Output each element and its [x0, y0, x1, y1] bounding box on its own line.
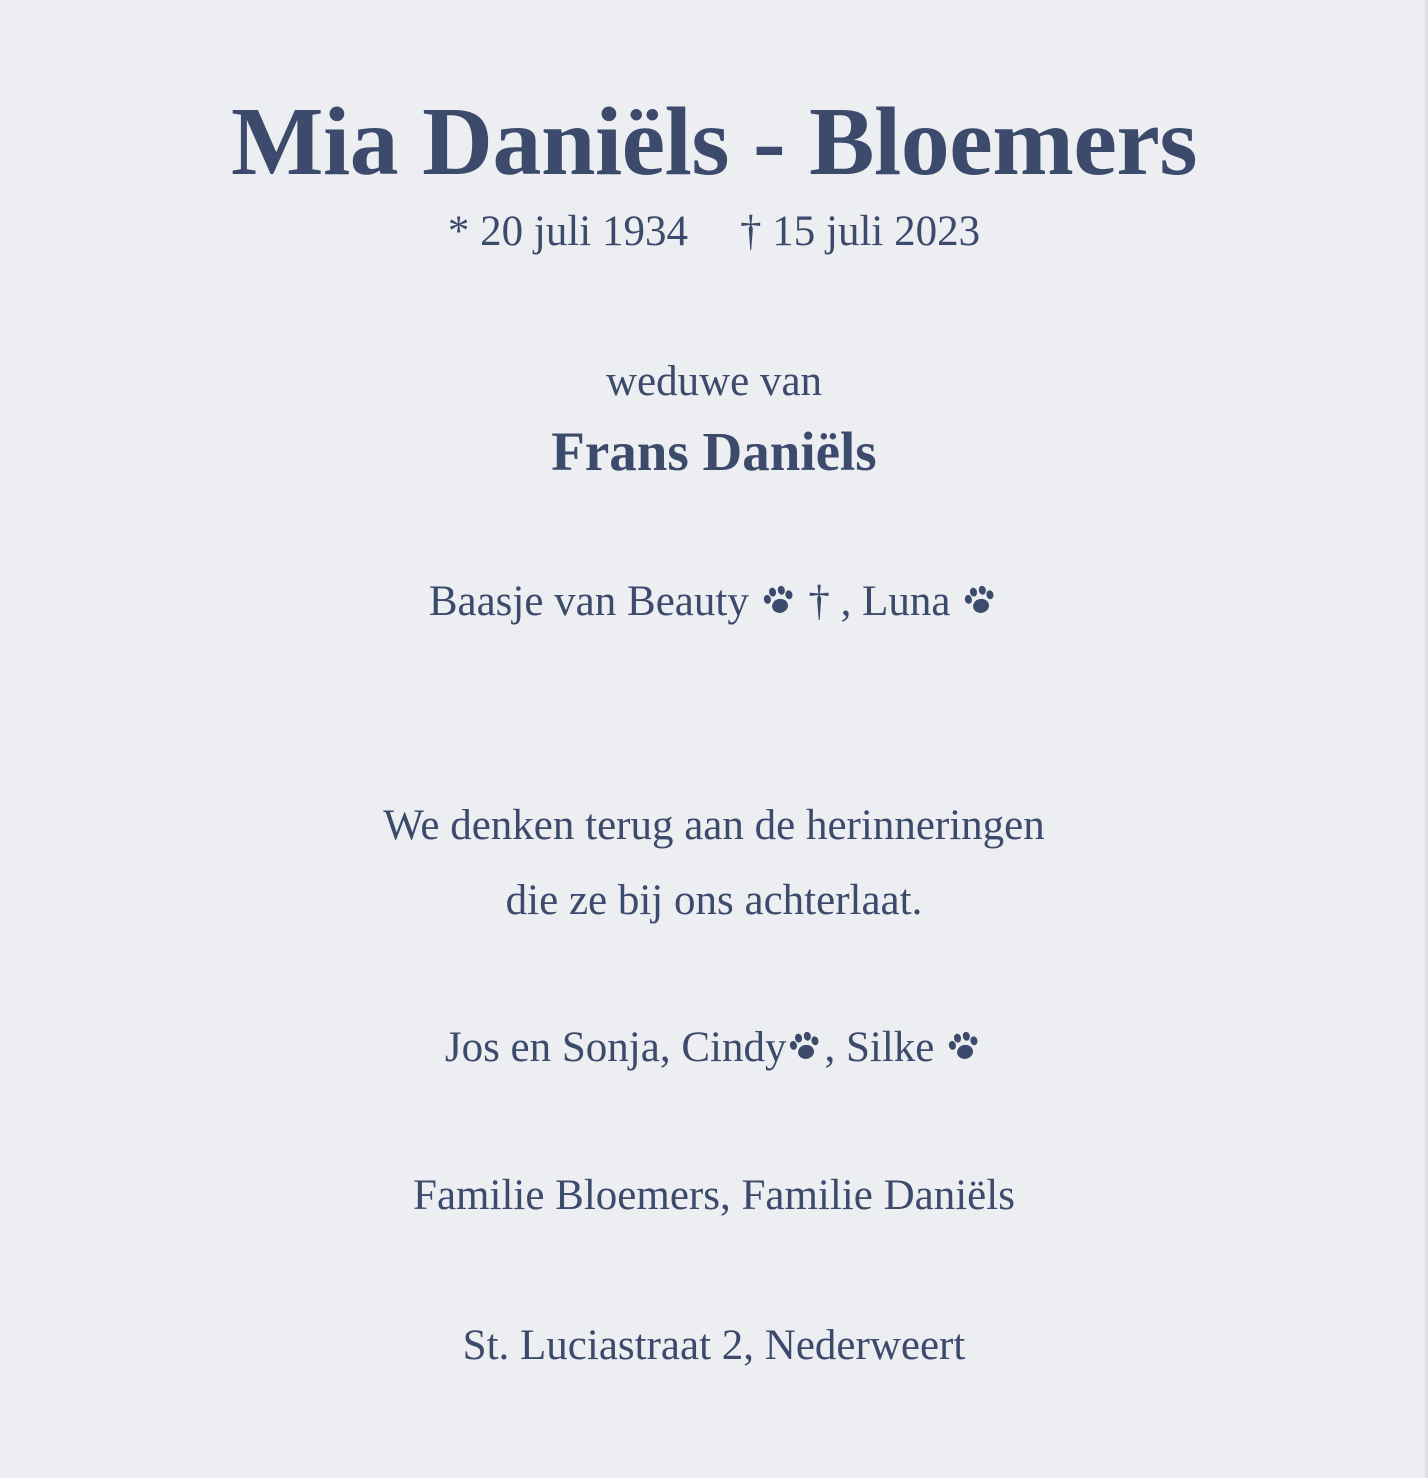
family-line-1	[0, 1022, 1428, 1074]
address: St. Luciastraat 2, Nederweert	[462, 1322, 966, 1369]
spouse-name: Frans Daniëls	[551, 421, 877, 482]
family-names: Jos en Sonja, Cindy	[444, 1024, 787, 1071]
paw-print-icon	[947, 1031, 981, 1063]
paw-print-icon	[788, 1031, 822, 1063]
widow-label: weduwe van	[605, 358, 823, 405]
pets-prefix: Baasje van Beauty	[428, 578, 749, 625]
pets-second: Luna	[862, 578, 951, 625]
life-dates	[0, 206, 1428, 258]
pets-cross: † ,	[808, 578, 852, 625]
deceased-name: Mia Daniëls - Bloemers	[230, 88, 1198, 196]
pets-line	[0, 576, 1428, 628]
memory-line-2: die ze bij ons achterlaat.	[505, 877, 923, 924]
family-last-name: Silke	[845, 1024, 935, 1071]
memory-line-1: We denken terug aan de herinneringen	[383, 802, 1045, 849]
death-date: † 15 juli 2023	[740, 208, 981, 255]
family-separator: ,	[824, 1024, 836, 1071]
paw-print-icon	[963, 585, 997, 617]
paw-print-icon	[762, 585, 796, 617]
birth-date: * 20 juli 1934	[447, 208, 688, 255]
family-line-2: Familie Bloemers, Familie Daniëls	[413, 1172, 1015, 1219]
